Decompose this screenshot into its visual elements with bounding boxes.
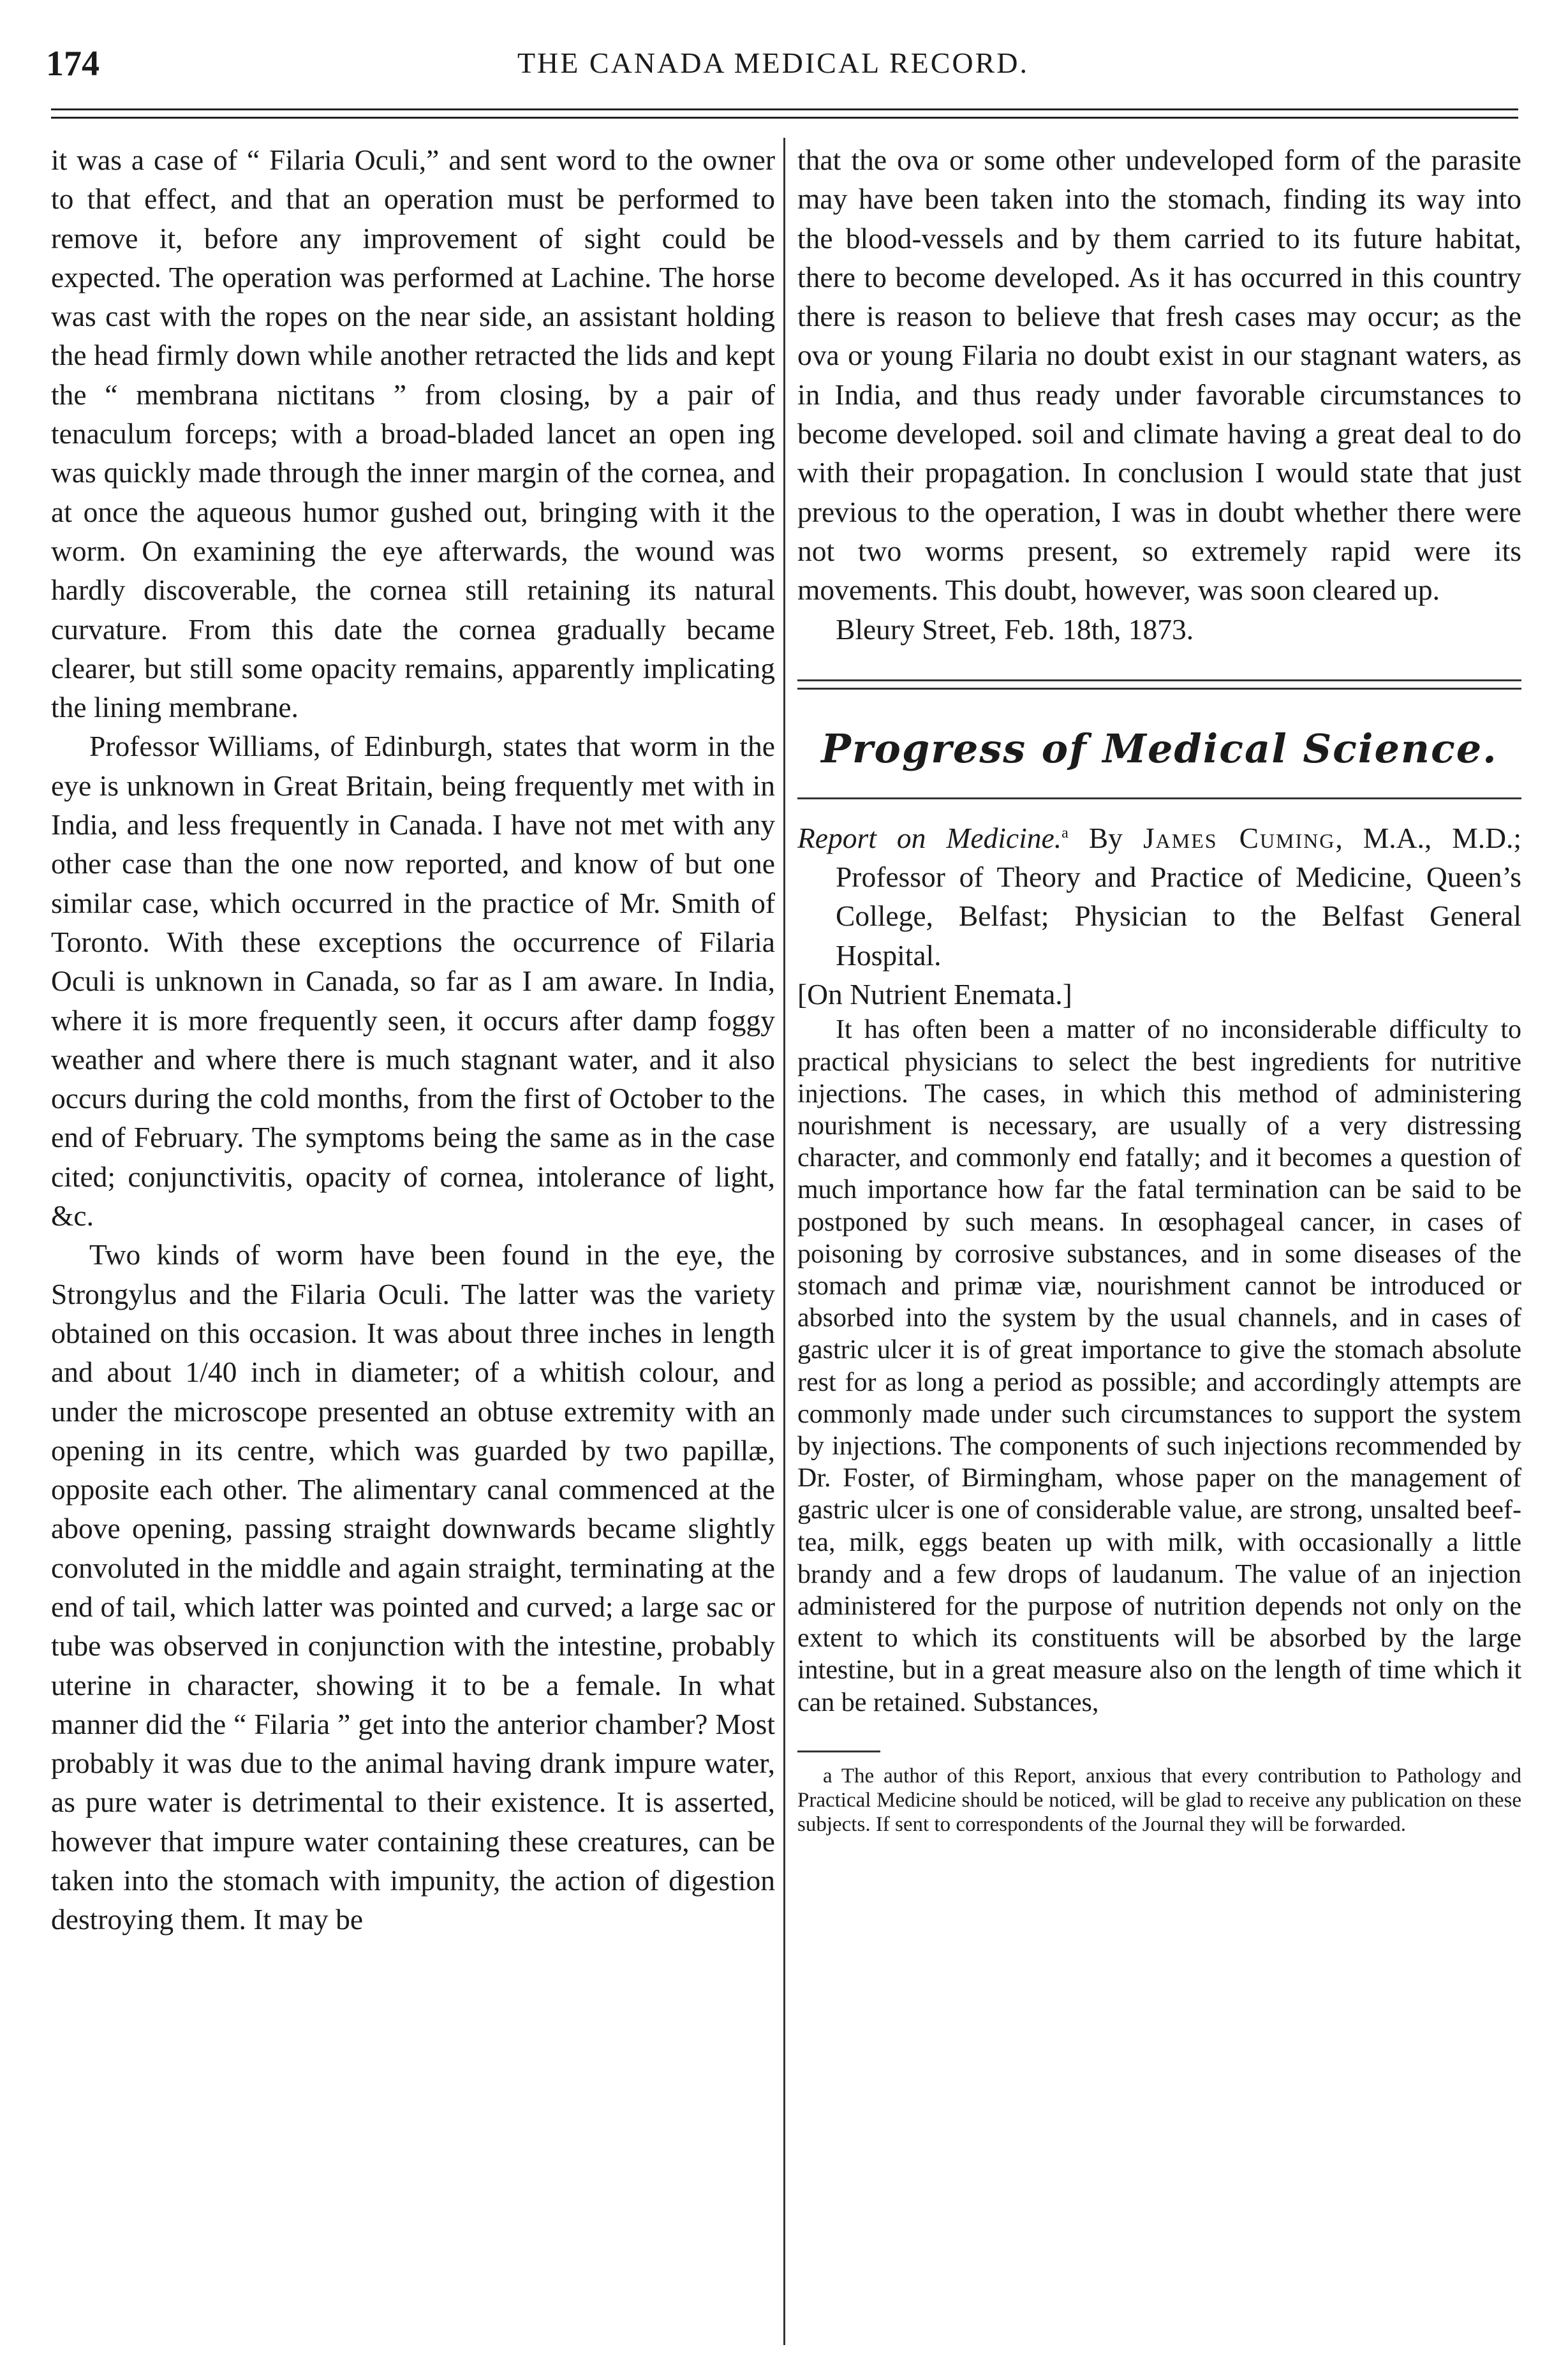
section-rule-bottom xyxy=(797,797,1521,799)
footnote-mark: a xyxy=(1061,824,1069,841)
right-paragraph-2: It has often been a matter of no inconsiderable difficulty to practical physicians to select the best ingredients for nutritive injections. The cases, in which this method of administering nourishment is necessary, are usually of a very distressing character, and commonly end fatally; and it becomes a question of much importance how far the fatal termination can be said to be postponed by such means. In œsophageal cancer, in cases of poisoning by corrosive substances, and in some diseases of the stomach and primæ viæ, nourishment cannot be introduced or absorbed into the system by the usual channels, and in cases of gastric ulcer it is of great importance to give the stomach absolute rest for as long a period as possible; and accordingly attempts are commonly made under such circumstances to support the system by injections. The components of such injections recommended by Dr. Foster, of Birmingham, whose paper on the management of gastric ulcer is one of considerable value, are strong, unsalted beef-tea, milk, eggs beaten up with milk, with occasionally a little brandy and a few drops of laudanum. The value of an injection administered for the purpose of nutrition depends not only on the extent to which its constituents will be absorbed by the large intestine, but in a great measure also on the length of time which it can be retained. Substances, xyxy=(797,1015,1521,1717)
report-title: Report on Medicine. xyxy=(797,821,1062,854)
report-heading xyxy=(797,818,1521,975)
subheading: [On Nutrient Enemata.] xyxy=(797,978,1072,1011)
section-rule xyxy=(797,679,1521,690)
header-rule xyxy=(51,108,1518,119)
right-paragraph-1: that the ova or some other undeveloped form of the parasite may have been taken into the stomach, finding its way into the blood-vessels and by them carried to its future habitat, there to become developed. As it has occurred in this country there is reason to believe that fresh cases may occur; as the ova or young Filaria no doubt exist in our stagnant waters, as in India, and thus ready under favorable circumstances to become developed. soil and climate having a great deal to do with their propagation. In conclusion I would state that just previous to the operation, I was in doubt whether there were not two worms present, so extremely rapid were its movements. This doubt, however, was soon cleared up. xyxy=(797,144,1521,607)
column-divider xyxy=(783,138,785,2345)
footnote-rule xyxy=(797,1751,880,1752)
dateline: Bleury Street, Feb. 18th, 1873. xyxy=(836,612,1194,646)
page-header xyxy=(40,37,1507,92)
page-number: 174 xyxy=(46,44,100,84)
left-column xyxy=(51,140,775,1939)
footnote: a The author of this Report, anxious that every contribution to Pathology and Practical Medicine should be noticed, will be glad to receive any publication on these subjects. If sent to correspondents of the Journal they will be forwarded. xyxy=(797,1764,1521,1836)
running-title: THE CANADA MEDICAL RECORD. xyxy=(517,47,1030,79)
section-title: Progress of Medical Science. xyxy=(821,725,1498,772)
left-paragraph-3: Two kinds of worm have been found in the eye, the Strongylus and the Filaria Oculi. The latter was the variety obtained on this occasion. It was about three inches in length and about 1/40 inch in diameter; of a whitish colour, and under the microscope presented an obtuse extremity with an opening in its centre, which was guarded by two papillæ, opposite each other. The alimentary canal commenced at the above opening, passing straight downwards became slightly convoluted in the middle and again straight, terminating at the end of tail, which latter was pointed and curved; a large sac or tube was observed in conjunction with the intestine, probably uterine in character, showing it to be a female. In what manner did the “ Filaria ” get into the anterior chamber? Most probably it was due to the animal having drank impure water, as pure water is detrimental to their existence. It is asserted, however that impure water containing these creatures, can be taken into the stomach with impunity, the action of digestion destroying them. It may be xyxy=(51,1238,775,1936)
left-paragraph-1: it was a case of “ Filaria Oculi,” and sent word to the owner to that effect, and that an operation must be performed to remove it, before any improvement of sight could be expected. The operation was performed at Lachine. The horse was cast with the ropes on the near side, an assistant holding the head firmly down while another retracted the lids and kept the “ membrana nictitans ” from closing, by a pair of tenaculum forceps; with a broad-bladed lancet an open ing was quickly made through the inner margin of the cornea, and at once the aqueous humor gushed out, bringing with it the worm. On examining the eye afterwards, the wound was hardly discoverable, the cornea still retaining its natural curvature. From this date the cornea gradually became clearer, but still some opacity remains, apparently implicating the lining membrane. xyxy=(51,144,775,724)
report-author: James Cuming xyxy=(1143,821,1336,854)
right-column xyxy=(797,140,1521,1837)
report-credentials: , M.A., M.D.; Professor of Theory and Practice of Medicine, Queen’s College, Belfast; Physician to the Belfast General Hospital. xyxy=(836,821,1522,972)
report-by: By xyxy=(1088,821,1123,854)
left-paragraph-2: Professor Williams, of Edinburgh, states that worm in the eye is unknown in Great Britain, being frequently met with in India, and less frequently in Canada. I have not met with any other case than the one now reported, and know of but one similar case, which occurred in the practice of Mr. Smith of Toronto. With these exceptions the occurrence of Filaria Oculi is unknown in Canada, so far as I am aware. In India, where it is more frequently seen, it occurs after damp foggy weather and where there is much stagnant water, and it also occurs during the cold months, from the first of October to the end of February. The symptoms being the same as in the case cited; conjunctivitis, opacity of cornea, intolerance of light, &c. xyxy=(51,730,775,1233)
